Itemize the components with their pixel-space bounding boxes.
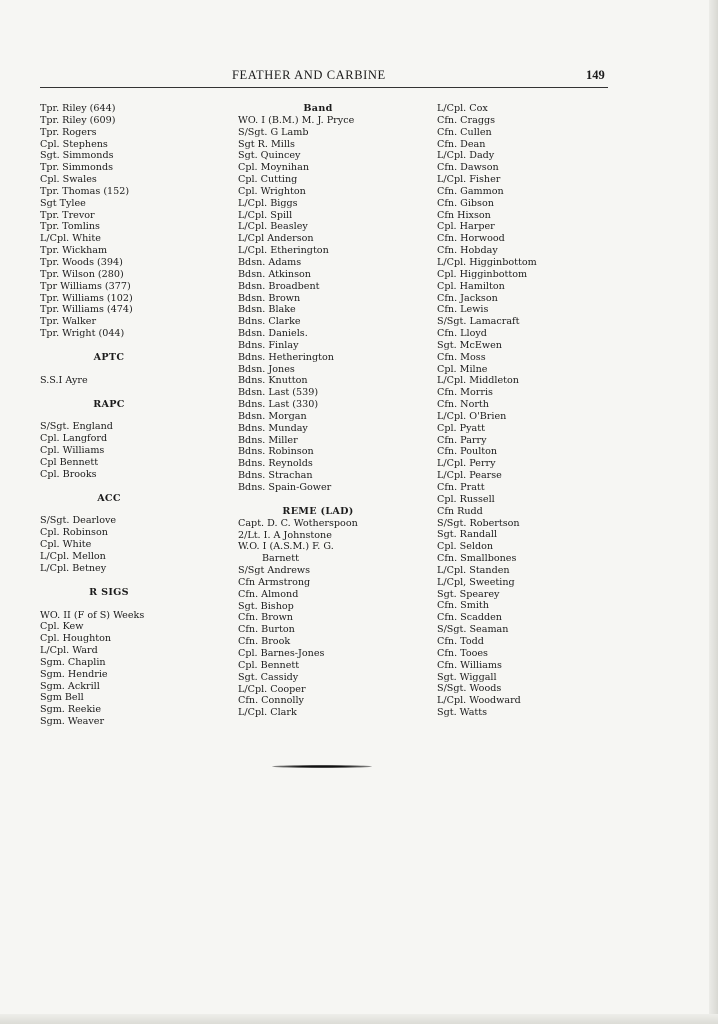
list-item: L/Cpl. Ward <box>40 645 98 657</box>
list-item: Cfn. Burton <box>238 624 295 636</box>
roll-column-1 <box>40 103 178 728</box>
list-item: Cfn. Poulton <box>437 446 498 458</box>
list-item: Cfn. Dean <box>437 138 486 150</box>
list-item: Cfn Rudd <box>437 505 483 517</box>
list-item: Cpl. Houghton <box>40 633 112 645</box>
list-item: Bdns. Hetherington <box>238 351 334 363</box>
section-heading-reme: REME (LAD) <box>282 505 354 517</box>
list-item: Sgt. Simmonds <box>40 150 114 162</box>
list-item: Sgt. Wiggall <box>437 671 497 683</box>
list-item: Cfn. Scadden <box>437 612 502 624</box>
list-item: Bdns. Knutton <box>238 375 308 387</box>
list-item: Cfn Hixson <box>437 209 491 221</box>
list-item: Tpr. Simmonds <box>40 162 114 174</box>
list-item: Cfn. Dawson <box>437 162 499 174</box>
list-item: Tpr Williams (377) <box>40 280 131 292</box>
list-item: Cfn. Smallbones <box>437 553 517 565</box>
list-item: Bdns. Reynolds <box>238 458 313 470</box>
list-item: L/Cpl. Middleton <box>437 375 519 387</box>
list-item: Cfn. Cullen <box>437 126 492 138</box>
list-item: Cfn. Gammon <box>437 185 504 197</box>
list-item: S/Sgt. Dearlove <box>40 515 117 527</box>
list-item: Bdns. Last (330) <box>238 399 319 411</box>
list-item: Cpl. Higginbottom <box>437 268 528 280</box>
list-item: Sgm Bell <box>40 692 84 704</box>
list-item: Cfn. Smith <box>437 600 489 612</box>
list-item: S/Sgt. Woods <box>437 683 502 695</box>
list-item: Tpr. Thomas (152) <box>40 185 130 197</box>
list-item: L/Cpl. Cox <box>437 103 488 114</box>
list-item: W.O. I (A.S.M.) F. G. <box>238 541 334 553</box>
list-item: Sgt. McEwen <box>437 339 502 351</box>
list-item: S/Sgt. England <box>40 421 113 433</box>
list-item: Sgt Tylee <box>40 197 86 209</box>
list-item: Cfn. Horwood <box>437 233 505 245</box>
list-item: Tpr. Williams (102) <box>40 292 133 304</box>
list-item: L/Cpl. Clark <box>238 707 297 719</box>
list-item: Cpl. Williams <box>40 445 105 457</box>
list-item: Cfn. Hobday <box>437 245 498 257</box>
list-item: Sgm. Weaver <box>40 716 105 728</box>
list-item: Bdns. Miller <box>238 434 298 446</box>
list-item: Cpl. Russell <box>437 493 495 505</box>
list-item: Cpl. Seldon <box>437 541 494 553</box>
list-item: Cfn. Brown <box>238 612 293 624</box>
list-item: L/Cpl. Perry <box>437 458 496 470</box>
list-item: Bdsn. Last (539) <box>238 387 319 399</box>
list-item: L/Cpl. White <box>40 233 101 245</box>
list-item: S/Sgt Andrews <box>238 565 311 577</box>
list-item: Sgm. Hendrie <box>40 668 108 680</box>
list-item: Bdsn. Atkinson <box>238 268 311 280</box>
list-item: S/Sgt. G Lamb <box>238 126 309 138</box>
list-item: Cfn. Todd <box>437 635 484 647</box>
page-edge-shadow <box>709 0 718 1024</box>
list-item: Cfn Armstrong <box>238 576 311 588</box>
list-item: Cfn. Craggs <box>437 114 496 126</box>
list-item: L/Cpl. Beasley <box>238 221 308 233</box>
list-item: L/Cpl. Cooper <box>238 683 306 695</box>
list-item: Cfn. Tooes <box>437 647 488 659</box>
list-item: Bdns. Robinson <box>238 446 314 458</box>
list-item: Sgt. Cassidy <box>238 671 299 683</box>
list-item: Bdsn. Daniels. <box>238 328 308 340</box>
running-title: FEATHER AND CARBINE <box>232 68 386 82</box>
list-item: L/Cpl. Woodward <box>437 695 521 707</box>
list-item: Cfn. Connolly <box>238 695 304 707</box>
list-item: Bdns. Finlay <box>238 339 299 351</box>
list-item: L/Cpl. Biggs <box>238 197 298 209</box>
list-item: Tpr. Riley (644) <box>40 103 116 114</box>
list-item: WO. II (F of S) Weeks <box>40 609 145 621</box>
list-item: Cpl. Bennett <box>238 659 300 671</box>
list-item: L/Cpl. Fisher <box>437 174 501 186</box>
list-item: Sgt. Randall <box>437 529 498 541</box>
list-item: Cfn. Lewis <box>437 304 489 316</box>
list-item: L/Cpl. Standen <box>437 564 510 576</box>
list-item: WO. I (B.M.) M. J. Pryce <box>238 114 355 126</box>
list-item: Cfn. Parry <box>437 434 487 446</box>
list-item: Cfn. Brook <box>238 636 291 648</box>
list-item: Bdsn. Morgan <box>238 410 307 422</box>
list-item: Bdns. Munday <box>238 422 308 434</box>
list-item: Sgt. Quincey <box>238 150 301 162</box>
list-item: Cpl. Swales <box>40 174 97 186</box>
list-item: Cpl. Brooks <box>40 468 97 480</box>
list-item: Bdsn. Blake <box>238 304 296 316</box>
list-item: Tpr. Williams (474) <box>40 304 133 316</box>
list-item: Cfn. North <box>437 399 489 411</box>
list-item: S.S.I Ayre <box>40 374 88 386</box>
list-item: Tpr. Trevor <box>40 209 95 221</box>
list-item: Tpr. Riley (609) <box>40 114 116 126</box>
list-item: Bdsn. Adams <box>238 256 302 268</box>
list-item: Cfn. Williams <box>437 659 502 671</box>
list-item: Cpl Bennett <box>40 456 99 468</box>
list-item: Capt. D. C. Wotherspoon <box>238 517 358 529</box>
list-item: L/Cpl Anderson <box>238 233 314 245</box>
section-heading-band: Band <box>303 103 333 114</box>
list-item: S/Sgt. Lamacraft <box>437 316 520 328</box>
list-item: Cpl. Cutting <box>238 174 298 186</box>
list-item: Sgm. Reekie <box>40 704 102 716</box>
list-item: Cpl. Barnes-Jones <box>238 647 325 659</box>
list-item: L/Cpl. Mellon <box>40 551 106 562</box>
list-item: Cpl. Hamilton <box>437 280 505 292</box>
list-item: Cpl. Harper <box>437 221 495 233</box>
list-item: Cpl. Robinson <box>40 527 108 539</box>
list-item: Cpl. Kew <box>40 621 84 633</box>
list-item: Cpl. Moynihan <box>238 162 309 174</box>
list-item: Cfn. Almond <box>238 588 299 600</box>
list-item: Tpr. Wright (044) <box>40 328 125 340</box>
list-item: Sgt. Watts <box>437 707 488 719</box>
page-number: 149 <box>586 68 605 82</box>
list-item: Tpr. Tomlins <box>40 221 100 233</box>
list-item: Bdsn. Jones <box>238 363 295 375</box>
section-heading-aptc: APTC <box>93 351 125 363</box>
list-item: Cfn. Moss <box>437 351 486 363</box>
section-heading-r-sigs: R SIGS <box>89 586 129 598</box>
list-item: Tpr. Rogers <box>40 126 97 138</box>
list-item: Cfn. Jackson <box>437 292 498 304</box>
header-rule <box>40 87 608 88</box>
list-item: Bdsn. Broadbent <box>238 280 320 292</box>
list-item: L/Cpl. Dady <box>437 150 495 162</box>
list-item: 2/Lt. I. A Johnstone <box>238 529 332 541</box>
section-heading-rapc: RAPC <box>93 398 125 410</box>
list-item: L/Cpl. Betney <box>40 562 107 574</box>
list-item: S/Sgt. Seaman <box>437 624 509 636</box>
list-item: Cpl. Milne <box>437 363 488 375</box>
list-item: Cfn. Gibson <box>437 197 494 209</box>
list-item: Bdns. Spain-Gower <box>238 482 332 493</box>
list-item: Cpl. White <box>40 539 92 551</box>
list-item: L/Cpl. Higginbottom <box>437 256 537 268</box>
list-item: Sgt. Bishop <box>238 600 294 612</box>
list-item: Cpl. Wrighton <box>238 185 306 197</box>
list-item: Cpl. Stephens <box>40 138 108 150</box>
page-bottom-edge <box>0 1014 718 1024</box>
list-item: L/Cpl. Etherington <box>238 245 329 257</box>
list-item: Cfn. Lloyd <box>437 328 487 340</box>
section-heading-acc: ACC <box>97 492 121 504</box>
list-item-continuation: Barnett <box>262 553 299 565</box>
roll-column-2 <box>238 103 398 719</box>
list-item: Sgt R. Mills <box>238 138 295 150</box>
list-item: L/Cpl. O'Brien <box>437 410 507 422</box>
list-item: Sgt. Spearey <box>437 588 500 600</box>
list-item: L/Cpl. Pearse <box>437 470 502 482</box>
list-item: Cpl. Langford <box>40 433 108 445</box>
list-item: S/Sgt. Robertson <box>437 517 520 529</box>
list-item: L/Cpl. Spill <box>238 209 293 221</box>
trooper-list <box>40 103 178 340</box>
list-item: Bdns. Strachan <box>238 470 313 482</box>
list-item: Sgm. Chaplin <box>40 656 106 668</box>
list-item: Tpr. Woods (394) <box>40 256 123 268</box>
list-item: L/Cpl, Sweeting <box>437 576 515 588</box>
list-item: Tpr. Wilson (280) <box>40 268 124 280</box>
list-item: Bdsn. Brown <box>238 292 301 304</box>
list-item: Sgm. Ackrill <box>40 680 100 692</box>
list-item: Tpr. Wickham <box>40 245 108 257</box>
list-item: Tpr. Walker <box>40 316 97 328</box>
roll-column-3 <box>437 103 537 719</box>
list-item: Cpl. Pyatt <box>437 422 485 434</box>
list-item: Bdns. Clarke <box>238 316 301 328</box>
list-item: Cfn. Morris <box>437 387 493 399</box>
list-item: Cfn. Pratt <box>437 482 485 493</box>
end-of-list-rule <box>272 765 372 768</box>
